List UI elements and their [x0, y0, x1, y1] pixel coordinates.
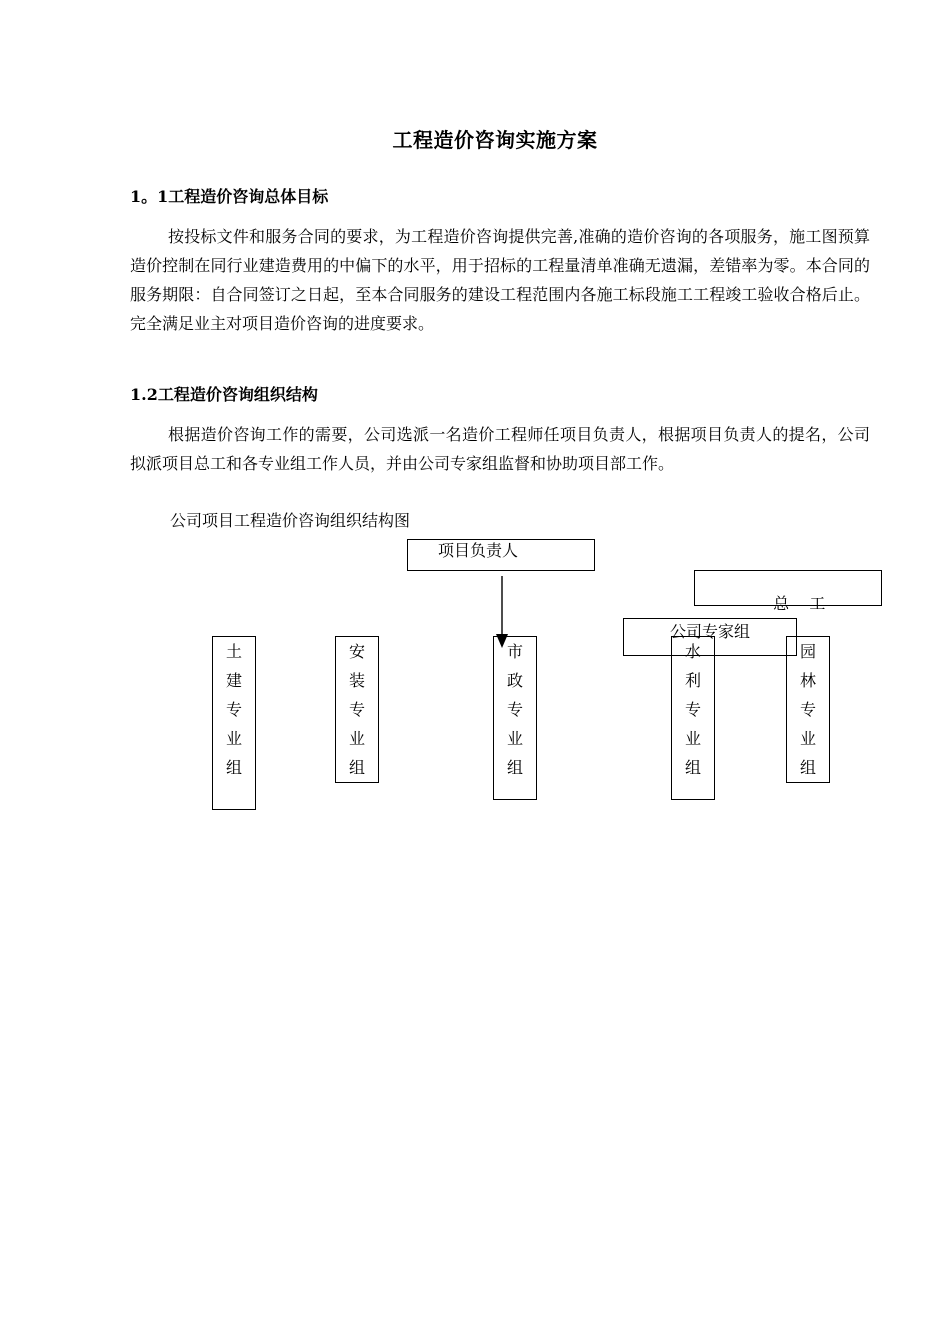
group-char: 组 [684, 758, 701, 777]
group-char: 专 [348, 700, 365, 719]
group-char: 组 [348, 758, 365, 777]
group-char: 专 [225, 700, 242, 719]
installation-group-box [335, 636, 379, 783]
group-char: 组 [799, 758, 816, 777]
chief-engineer-box [694, 570, 882, 613]
section-paragraph-1-1: 按投标文件和服务合同的要求，为工程造价咨询提供完善,准确的造价咨询的各项服务，施工图预算造价控制在同行业建造费用的中偏下的水平，用于招标的工程量清单准确无遗漏，差错率为零。本合同的服务期限：自合同签订之日起，至本合同服务的建设工程范围内各施工标段施工工程竣工验收合格后止。完全满足业主对项目造价咨询的进度要求。 [130, 227, 870, 333]
group-char: 业 [799, 729, 816, 748]
section-heading-1-1: 1。1工程造价咨询总体目标 [130, 187, 329, 206]
project-leader-label: 项目负责人 [438, 541, 519, 560]
group-char: 园 [799, 642, 816, 661]
landscape-group-box [786, 636, 830, 783]
group-char: 专 [799, 700, 816, 719]
group-char: 专 [506, 700, 523, 719]
document-title: 工程造价咨询实施方案 [392, 128, 598, 152]
group-char: 建 [225, 671, 242, 690]
group-char: 水 [684, 642, 701, 661]
group-char: 政 [506, 671, 523, 690]
group-char: 组 [506, 758, 523, 777]
water-conservancy-group-box [671, 636, 715, 800]
group-char: 装 [348, 671, 365, 690]
section-heading-1-2: 1.2工程造价咨询组织结构 [130, 385, 318, 404]
group-char: 安 [348, 642, 365, 661]
chief-engineer-label: 总 工 [773, 594, 826, 613]
group-char: 业 [225, 729, 242, 748]
group-char: 业 [684, 729, 701, 748]
org-chart-caption: 公司项目工程造价咨询组织结构图 [170, 511, 411, 530]
group-char: 土 [225, 642, 242, 661]
group-char: 专 [684, 700, 701, 719]
civil-engineering-group-box [212, 636, 256, 810]
group-char: 林 [799, 671, 816, 690]
group-char: 组 [225, 758, 242, 777]
group-char: 业 [348, 729, 365, 748]
group-char: 业 [506, 729, 523, 748]
expert-group-label: 公司专家组 [669, 622, 750, 641]
group-char: 市 [506, 642, 523, 661]
project-leader-box [407, 539, 595, 571]
section-paragraph-1-2: 根据造价咨询工作的需要，公司选派一名造价工程师任项目负责人，根据项目负责人的提名，公司拟派项目总工和各专业组工作人员，并由公司专家组监督和协助项目部工作。 [130, 425, 870, 473]
group-char: 利 [684, 671, 701, 690]
municipal-group-box [493, 636, 537, 800]
